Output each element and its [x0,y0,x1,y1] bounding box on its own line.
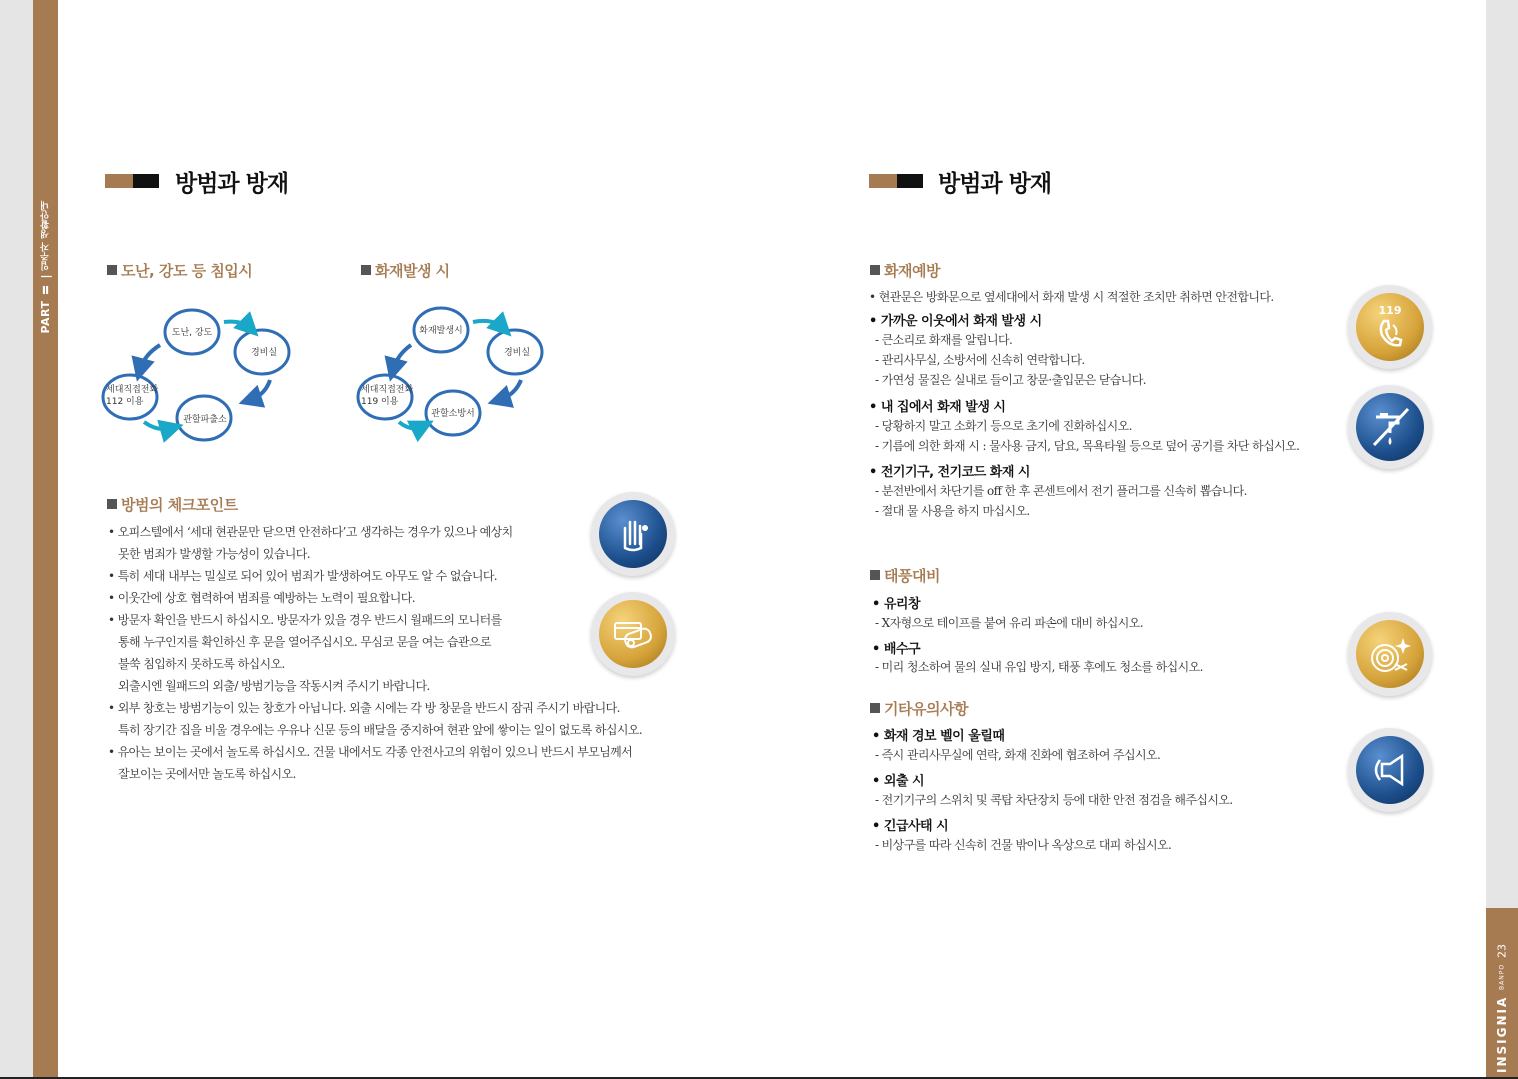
flow-label-number: 112 이용 [106,397,144,407]
icon-119-label: 119 [1378,303,1402,317]
fire-prevention-heading: 화재예방 [870,260,940,281]
brand-sub: BANPO [1498,963,1506,990]
phone-119-icon [1348,285,1432,369]
neighbor-fire-line: - 큰소리로 화재를 알립니다. [875,333,1013,347]
going-out-head: • 외출 시 [872,774,925,789]
checkpoint-line: 불쑥 침입하지 못하도록 하십시오. [118,657,285,671]
drain-head: • 배수구 [872,642,921,657]
flow-label-direct-call: 세대직접전화 [361,385,414,395]
home-fire-line: - 당황하지 말고 소화기 등으로 초기에 진화하십시오. [875,419,1132,433]
flow-label-fire: 화재발생시 [419,326,463,336]
flow-arrow-4 [144,422,172,429]
section-label: 입주자 생활안내 [41,200,51,271]
part-divider: | [39,274,52,279]
page-title: 방범과 방재 [938,171,1052,197]
alarm-speaker-icon [1348,728,1432,812]
flow-label-number: 119 이용 [361,397,399,407]
drain-line: - 미리 청소하여 물의 실내 유입 방지, 태풍 후에도 청소를 하십시오. [875,660,1203,674]
side-section-label [33,200,58,334]
checkpoint-line: 외출시엔 월패드의 외출/ 방범기능을 작동시켜 주시기 바랍니다. [118,679,430,693]
flow-label-direct-call: 세대직접전화 [106,385,159,395]
window-head: • 유리창 [872,597,921,612]
burglary-heading: 도난, 강도 등 침입시 [107,260,252,281]
left-side-band [33,0,58,1079]
checkpoint-line: • 방문자 확인을 반드시 하십시오. 방문자가 있을 경우 반드시 월패드의 모니터를 [108,613,502,627]
electric-fire-line: - 분전반에서 차단기를 off 한 후 콘센트에서 전기 플러그를 신속히 뽑습니다. [875,484,1247,498]
flow-arrow-3 [393,345,411,370]
brand-logo: INSIGNIA [1495,995,1509,1073]
electric-fire-head: • 전기기구, 전기코드 화재 시 [869,465,1030,480]
flow-label-fire-station: 관할소방서 [431,409,475,419]
flow-arrow-2 [499,380,521,400]
emergency-line: - 비상구를 따라 신속히 건물 밖이나 옥상으로 대피 하십시오. [875,838,1172,852]
checkpoint-heading: 방범의 체크포인트 [107,494,238,515]
card-key-icon [591,592,675,676]
fire-prevention-intro: • 현관문은 방화문으로 옆세대에서 화재 발생 시 적절한 조치만 취하면 안전합니다. [869,290,1274,304]
flow-arrow-1 [473,321,503,328]
no-water-icon [1348,385,1432,469]
emergency-head: • 긴급사태 시 [872,819,949,834]
other-notes-heading: 기타유의사항 [870,698,968,719]
hand-stop-icon [591,492,675,576]
neighbor-fire-line: - 관리사무실, 소방서에 신속히 연락합니다. [875,353,1085,367]
neighbor-fire-head: • 가까운 이웃에서 화재 발생 시 [869,314,1042,329]
checkpoint-line: 특히 장기간 집을 비울 경우에는 우유나 신문 등의 배달을 중지하여 현관 앞에 쌓이는 일이 없도록 하십시오. [118,723,643,737]
typhoon-heading: 태풍대비 [870,565,940,586]
flow-arrow-2 [250,380,270,400]
fire-flow-diagram [355,300,555,450]
page-title: 방범과 방재 [175,171,289,197]
going-out-line: - 전기기구의 스위치 및 콕탑 차단장치 등에 대한 안전 점검을 해주십시오. [875,793,1233,807]
flow-arrow-4 [399,422,423,428]
checkpoint-line: • 오피스텔에서 ‘세대 현관문만 닫으면 안전하다’고 생각하는 경우가 있으나 예상치 [108,525,513,539]
left-margin [0,0,33,1079]
right-side-tab [1486,908,1518,1079]
page-number: 23 [1495,943,1509,958]
fire-heading: 화재발생 시 [361,260,450,281]
window-line: - X자형으로 테이프를 붙여 유리 파손에 대비 하십시오. [875,616,1143,630]
flow-label-police: 관할파출소 [183,415,227,425]
flow-label-guard: 경비실 [250,348,278,358]
electric-fire-line: - 절대 물 사용을 하지 마십시오. [875,504,1030,518]
flow-label-guard: 경비실 [503,348,531,358]
flow-label-incident: 도난, 강도 [171,328,213,338]
neighbor-fire-line: - 가연성 물질은 실내로 들이고 창문·출입문은 닫습니다. [875,373,1146,387]
part-label: PART Ⅱ [39,282,52,334]
home-fire-line: - 기름에 의한 화재 시 : 물사용 금지, 담요, 목욕타월 등으로 덮어 공기를 차단 하십시오. [875,439,1300,453]
checkpoint-line: • 이웃간에 상호 협력하여 범죄를 예방하는 노력이 필요합니다. [108,591,415,605]
tape-roll-icon [1348,612,1432,696]
alarm-line: - 즉시 관리사무실에 연락, 화재 진화에 협조하여 주십시오. [875,748,1161,762]
checkpoint-line: 못한 범죄가 발생할 가능성이 있습니다. [118,547,310,561]
checkpoint-line: • 외부 창호는 방범기능이 있는 창호가 아닙니다. 외출 시에는 각 방 창문을 반드시 잠궈 주시기 바랍니다. [108,701,620,715]
checkpoint-line: 통해 누구인지를 확인하신 후 문을 열어주십시오. 무심코 문을 여는 습관으로 [118,635,491,649]
burglary-flow-diagram [100,300,300,450]
home-fire-head: • 내 집에서 화재 발생 시 [869,400,1006,415]
checkpoint-line: 잘보이는 곳에서만 놀도록 하십시오. [118,767,296,781]
checkpoint-line: • 유아는 보이는 곳에서 놀도록 하십시오. 건물 내에서도 각종 안전사고의 위험이 있으니 반드시 부모님께서 [108,745,633,759]
flow-arrow-3 [140,345,160,370]
checkpoint-line: • 특히 세대 내부는 밀실로 되어 있어 범죄가 발생하여도 아무도 알 수 없습니다. [108,569,498,583]
alarm-head: • 화재 경보 벨이 울릴때 [872,729,1005,744]
flow-arrow-1 [224,322,250,328]
